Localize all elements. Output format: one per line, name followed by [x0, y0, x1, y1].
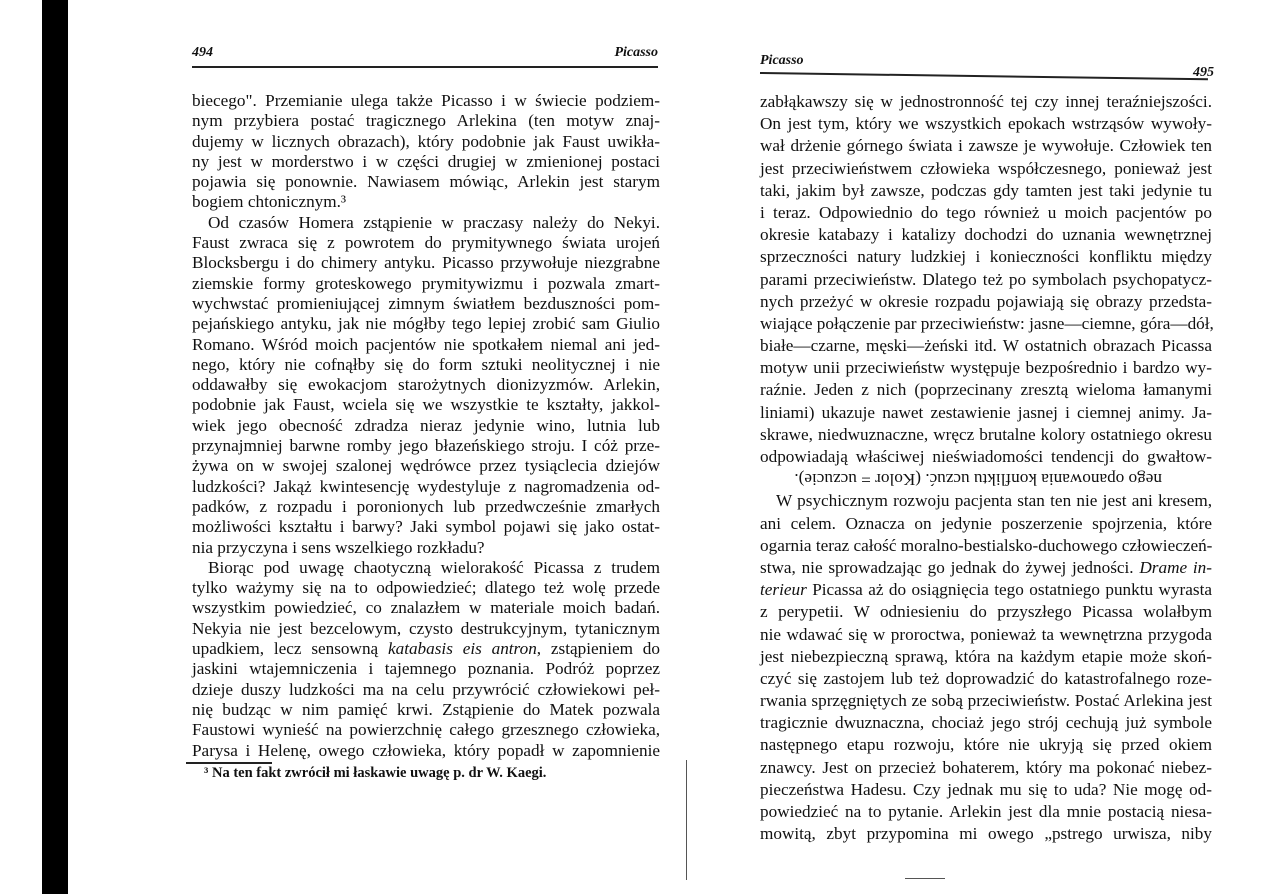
text-line: [760, 446, 1212, 468]
line-text: dujemy w licznych obrazach), który podobnie jak Faust uwikła-: [192, 131, 660, 151]
text-line: [760, 335, 1212, 357]
page-number: 495: [1193, 65, 1214, 80]
text-line: [192, 132, 660, 152]
line-text: wiek jego obecność zdradza nieraz jedynie wino, lutnia lub: [192, 415, 660, 435]
text-line: [192, 335, 660, 355]
line-text: ogarnia teraz całość moralno-bestialsko-duchowego człowieczeń-: [760, 535, 1213, 555]
line-text: mowitą, zbyt przypomina mi owego „pstrego urwisza, niby: [760, 824, 1212, 844]
text-line: [760, 91, 1212, 113]
line-text: Picassa aż do osiągnięcia tego ostatniego punktu wyrasta: [806, 580, 1212, 600]
line-text: nie wdawać się w proroctwa, ponieważ ta wewnętrzna przygoda: [760, 624, 1212, 644]
text-line: [760, 579, 1212, 601]
line-text: nego, który nie cofnąłby się do form sztuki neolitycznej i nie: [192, 354, 660, 374]
text-line: [760, 823, 1212, 845]
text-line: [760, 535, 1212, 557]
line-text: upadkiem, lecz sensowną: [192, 639, 388, 659]
text-line: [192, 639, 660, 659]
text-line: [760, 734, 1212, 756]
line-text: jaskini wtajemniczenia i tajemnego poznania. Podróż poprzez: [192, 659, 660, 679]
text-line: [192, 436, 660, 456]
text-line: [760, 224, 1212, 246]
line-text: odpowiadają właściwej nieświadomości tendencji do gwałtow-: [760, 447, 1212, 466]
line-text: oddawałby się ewokacjom starożytnych dionizyzmów. Arlekin,: [192, 375, 660, 395]
line-text: taki, jakim był zawsze, podczas gdy tamten jest taki jedynie tu: [760, 180, 1212, 200]
line-text: padków, z rozpadu i poronionych lub przedwcześnie zmarłych: [192, 496, 660, 516]
text-line: [760, 601, 1212, 623]
text-line: [760, 801, 1212, 823]
line-text: nego opanowania konfliktu uczuć. (Kolor = uczucie).: [794, 470, 1162, 490]
text-line: [760, 779, 1212, 801]
text-line-upside-down: [760, 468, 1212, 490]
text-line: [760, 180, 1212, 202]
line-text: dzieje duszy ludzkości ma na celu przywrócić człowiekowi peł-: [192, 679, 660, 699]
text-line: [760, 158, 1212, 180]
text-line: [192, 395, 660, 415]
text-line: [760, 269, 1212, 291]
footnote-rule: [186, 762, 272, 764]
gutter-shadow: [686, 760, 687, 880]
line-text: Biorąc pod uwagę chaotyczną wielorakość Picassa z trudem: [208, 557, 660, 577]
line-text: ny jest w morderstwo i w części drugiej w zmienionej postaci: [192, 151, 660, 171]
line-text: jest niebezpieczną sprawą, która na każdym etapie może skoń-: [760, 646, 1212, 666]
line-text: Faustowi wynieść na powierzchnię całego grzesznego człowieka,: [192, 720, 660, 740]
line-text: ani celem. Oznacza on jedynie poszerzenie spojrzenia, które: [760, 513, 1212, 533]
text-line: [760, 402, 1212, 424]
line-text: liniami) ukazuje nawet zestawienie jasnej i ciemnej animy. Ja-: [760, 402, 1212, 422]
line-text: nych przeżyć w okresie rozpadu pojawiają się obrazy przedsta-: [760, 291, 1212, 311]
text-line: [192, 680, 660, 700]
text-line: [192, 375, 660, 395]
line-text: znawcy. Jest on przecież bohaterem, który ma pokonać niebez-: [760, 757, 1212, 777]
line-text: czyć się zastojem lub też doprowadzić do katastrofalnego roze-: [760, 668, 1212, 688]
header-rule: [760, 72, 1208, 80]
line-text: przynajmniej barwne romby jego błazeńskiego stroju. I cóż prze-: [192, 436, 660, 456]
line-text: Romano. Wśród moich pacjentów nie spotkałem niemal ani jed-: [192, 334, 660, 354]
page-number: 494: [192, 45, 213, 60]
text-line: [760, 113, 1212, 135]
running-head: Picasso: [614, 45, 658, 60]
text-line: [192, 558, 660, 578]
line-text: zabłąkawszy się w jednostronność tej czy innej teraźniejszości.: [760, 92, 1212, 111]
line-text: raźnie. Jeden z nich (poprzecinany zresztą wieloma łamanymi: [760, 380, 1212, 400]
text-line: [192, 456, 660, 476]
line-text: następnego etapu rozwoju, które nie ukryją się przed okiem: [760, 735, 1212, 755]
text-line: [760, 313, 1212, 335]
text-line: [192, 233, 660, 253]
line-text: żywa on w swojej szalonej wędrówce przez tysiąclecia dziejów: [192, 456, 660, 476]
text-line: [192, 213, 660, 233]
line-text: wał drżenie górnego świata i zawsze je wywołuje. Człowiek ten: [760, 136, 1212, 156]
text-line: [192, 91, 660, 111]
line-text: nia przyczyna i sens wszelkiego rozkładu?: [192, 537, 485, 557]
line-text: motyw unii przeciwieństw występuje bezpośrednio i bardzo wy-: [760, 358, 1212, 378]
text-line: [760, 291, 1212, 313]
line-text: Blocksbergu i do chimery antyku. Picasso przywołuje niezgrabne: [192, 253, 660, 273]
line-text: parami przeciwieństw. Dlatego też po symbolach psychopatycz-: [760, 269, 1212, 289]
line-text: podobnie jak Faust, wciela się we wszystkie te kształty, jakkol-: [192, 395, 660, 415]
text-line: [192, 111, 660, 131]
line-text: z perypetii. W odniesieniu do przyszłego Picassa wolałbym: [760, 602, 1212, 622]
line-text: pojawia się ponownie. Nawiasem mówiąc, Arlekin jest starym: [192, 172, 660, 192]
line-text: pieczeństwa Hadesu. Czy jednak mu się to uda? Nie mogę od-: [760, 779, 1212, 799]
text-line: [760, 490, 1212, 512]
text-line: [192, 619, 660, 639]
line-text: Faust zwraca się z powrotem do prymitywnego świata urojeń: [192, 233, 660, 253]
text-line: [192, 741, 660, 761]
header-rule: [192, 66, 658, 68]
line-text: ziemskie formy groteskowego prymitywizmu i pozwala zmart-: [192, 273, 660, 293]
line-text: skrawe, niedwuznaczne, wręcz brutalne kolory ostatniego okresu: [760, 424, 1212, 444]
text-line: [192, 538, 660, 558]
line-text: Parysa i Helenę, owego człowieka, który popadł w zapomnienie: [192, 740, 660, 760]
text-line: [192, 172, 660, 192]
line-text: tragicznie dwuznaczna, chociaż jego strój cechują już symbole: [760, 713, 1212, 733]
footnote: ³ Na ten fakt zwrócił mi łaskawie uwagę p. dr W. Kaegi.: [204, 765, 547, 781]
running-head: Picasso: [760, 53, 804, 68]
line-text: sprzeczności natury ludzkiej i konieczności konfliktu między: [760, 247, 1212, 267]
line-text: Nekyia nie jest bezcelowym, czysto destrukcyjnym, tytanicznym: [192, 618, 660, 638]
italic-text: Drame in-: [1139, 557, 1212, 577]
text-line: [760, 513, 1212, 535]
text-line: [760, 757, 1212, 779]
line-text: możliwości kształtu i barwy? Jaki symbol pojawi się jako ostat-: [192, 517, 660, 537]
text-line: [192, 152, 660, 172]
text-line: [760, 379, 1212, 401]
line-text: rwania sprzęgniętych ze sobą przeciwieństw. Postać Arlekina jest: [760, 691, 1212, 711]
text-line: [760, 135, 1212, 157]
text-line: [760, 624, 1212, 646]
right-page-body: [760, 91, 1212, 845]
text-line: [760, 557, 1212, 579]
line-text: nym przybiera postać tragicznego Arlekina (ten motyw znaj-: [192, 111, 660, 131]
line-text: Od czasów Homera zstąpienie w praczasy należy do Nekyi.: [208, 212, 660, 232]
text-line: [760, 712, 1212, 734]
italic-text: katabasis eis antron: [387, 639, 537, 659]
line-text: i teraz. Odpowiednio do tego również u moich pacjentów po: [760, 202, 1212, 222]
text-line: [192, 253, 660, 273]
text-line: [760, 690, 1212, 712]
text-line: [192, 294, 660, 314]
text-line: [192, 517, 660, 537]
text-line: [760, 246, 1212, 268]
line-text: jest przeciwieństwem człowieka współczesnego, ponieważ jest: [760, 158, 1212, 178]
line-text: W psychicznym rozwoju pacjenta stan ten nie jest ani kresem,: [776, 491, 1212, 511]
line-text: wiające połączenie par przeciwieństw: jasne—ciemne, góra—dół,: [760, 313, 1214, 333]
text-line: [192, 598, 660, 618]
text-line: [760, 646, 1212, 668]
line-text: , zstąpieniem do: [536, 639, 660, 659]
line-text: białe—czarne, męski—żeński itd. W ostatnich obrazach Picassa: [760, 336, 1212, 356]
text-line: [192, 578, 660, 598]
italic-text: terieur: [760, 580, 807, 600]
text-line: [192, 720, 660, 740]
line-text: pejańskiego antyku, jak nie mógłby tego lepiej zrobić sam Giulio: [192, 314, 660, 334]
pencil-mark: [905, 878, 945, 879]
line-text: okresie katabazy i katalizy dochodzi do uznania wewnętrznej: [760, 225, 1212, 245]
text-line: [192, 659, 660, 679]
text-line: [192, 314, 660, 334]
line-text: tylko ważymy się na to odpowiedzieć; dlatego też wolę przede: [192, 578, 660, 598]
line-text: nię budząc w nim pamięć krwi. Zstąpienie do Matek pozwala: [192, 699, 660, 719]
text-line: [192, 497, 660, 517]
left-page-body: [192, 91, 660, 761]
line-text: powiedzieć na to pytanie. Arlekin jest dla mnie postacią niesa-: [760, 802, 1212, 821]
text-line: [192, 355, 660, 375]
line-text: stwa, nie sprowadzając go jednak do żywej jedności.: [760, 557, 1140, 577]
line-text: On jest tym, który we wszystkich epokach wstrząsów wywoły-: [760, 114, 1212, 134]
text-line: [192, 477, 660, 497]
line-text: bogiem chtonicznym.³: [192, 192, 347, 212]
text-line: [192, 192, 660, 212]
text-line: [192, 274, 660, 294]
line-text: ludzkości? Jakąż kwintesencję wydestyluje z nagromadzenia od-: [192, 476, 660, 496]
scan-black-edge: [42, 0, 68, 894]
text-line: [760, 424, 1212, 446]
text-line: [192, 700, 660, 720]
line-text: wszystkim powiedzieć, co znalazłem w materiale moich badań.: [192, 598, 660, 618]
text-line: [192, 416, 660, 436]
text-line: [760, 202, 1212, 224]
line-text: wychwstać promieniującej zimnym światłem bezduszności pom-: [192, 293, 660, 313]
text-line: [760, 357, 1212, 379]
text-line: [760, 668, 1212, 690]
line-text: biecego". Przemianie ulega także Picasso i w świecie podziem-: [192, 91, 660, 110]
